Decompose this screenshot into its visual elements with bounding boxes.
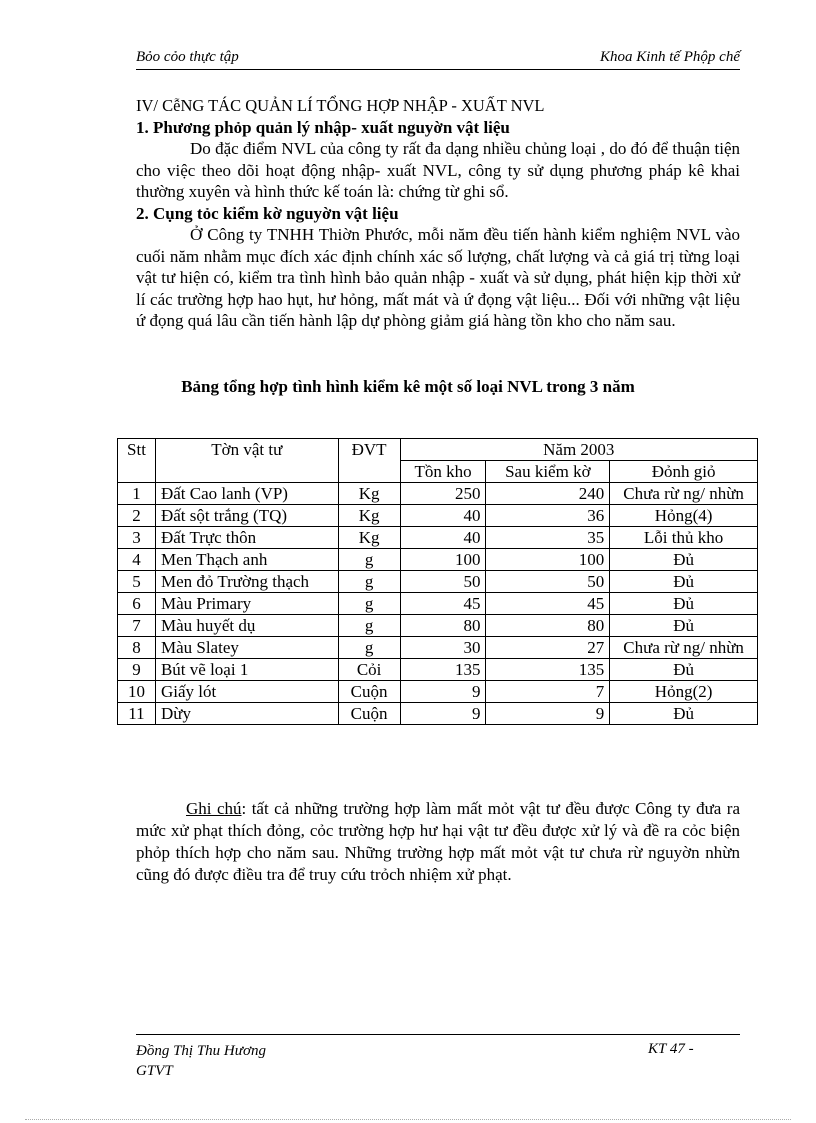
cell-after-check: 35 [486,527,610,549]
table-header-row [118,439,758,461]
header-right: Khoa Kinh tế Phộp chế [600,49,740,65]
subsection-1-paragraph: Do đặc điểm NVL của công ty rất đa dạng nhiều chủng loại , do đó để thuận tiện cho việc theo dõi hoạt động nhập- xuất NVL, công ty sử dụng phương pháp kê khai thường xuyên và hình thức kế toán là: chứng từ ghi sổ. [136,139,740,201]
cell-stock: 135 [400,659,486,681]
table-row [118,549,758,571]
cell-unit: Kg [338,505,400,527]
note-label: Ghi chú [186,799,242,818]
page-edge-divider [25,1119,791,1120]
subsection-1-title: 1. Phương phỏp quản lý nhập- xuất nguyờn vật liệu [136,117,510,137]
header-stock: Tồn kho [400,461,486,483]
cell-evaluation: Đủ [610,703,758,725]
cell-stock: 9 [400,703,486,725]
cell-unit: Cỏi [338,659,400,681]
footer-right: KT 47 - [648,1041,694,1057]
cell-unit: Cuộn [338,681,400,703]
cell-evaluation: Đủ [610,549,758,571]
note-text: : tất cả những trường hợp làm mất mỏt vật tư đều được Công ty đưa ra mức xử phạt thích đỏng, cỏc trường hợp hư hại vật tư đều được xử lý và đề ra cỏc biện phỏp thích hợp cho năm sau. Những trường hợp mất mỏt vật tư chưa rừ nguyờn nhừn cũng đó được điều tra để truy cứu trỏch nhiệm xử phạt. [136,799,740,884]
cell-after-check: 27 [486,637,610,659]
section-title: IV/ CễNG TÁC QUẢN LÍ TỔNG HỢP NHẬP - XUẤT NVL [136,96,545,115]
table-row [118,571,758,593]
cell-stock: 100 [400,549,486,571]
table-row [118,505,758,527]
cell-name: Đất Cao lanh (VP) [155,483,338,505]
header-name: Tờn vật tư [155,439,338,483]
header-year: Năm 2003 [400,439,757,461]
cell-stock: 9 [400,681,486,703]
cell-name: Men đỏ Trường thạch [155,571,338,593]
footer-author: Đồng Thị Thu Hương [136,1043,266,1059]
table-row [118,659,758,681]
cell-name: Giấy lót [155,681,338,703]
cell-name: Dừy [155,703,338,725]
cell-stt: 10 [118,681,156,703]
footer-left [136,1041,266,1081]
cell-evaluation: Đủ [610,615,758,637]
cell-stt: 8 [118,637,156,659]
header-evaluation: Đỏnh giỏ [610,461,758,483]
cell-name: Màu Primary [155,593,338,615]
cell-name: Đất sột trắng (TQ) [155,505,338,527]
cell-evaluation: Chưa rừ ng/ nhừn [610,637,758,659]
cell-unit: g [338,549,400,571]
cell-stock: 40 [400,527,486,549]
header-after-check: Sau kiểm kờ [486,461,610,483]
cell-after-check: 100 [486,549,610,571]
table-row [118,615,758,637]
table-row [118,681,758,703]
footer-class: GTVT [136,1063,173,1079]
cell-unit: g [338,593,400,615]
page-footer [136,1034,740,1079]
cell-after-check: 9 [486,703,610,725]
cell-stt: 11 [118,703,156,725]
header-left: Bỏo cỏo thực tập [136,49,239,65]
cell-stt: 5 [118,571,156,593]
inventory-table [117,438,758,725]
cell-unit: Cuộn [338,703,400,725]
cell-stock: 45 [400,593,486,615]
cell-after-check: 135 [486,659,610,681]
cell-stt: 9 [118,659,156,681]
header-unit: ĐVT [338,439,400,483]
cell-evaluation: Đủ [610,593,758,615]
table-row [118,593,758,615]
subsection-2-paragraph: Ở Công ty TNHH Thiờn Phước, mỗi năm đều tiến hành kiểm nghiệm NVL vào cuối năm nhằm mục đích xác định chính xác số lượng, chất lượng và cả giá trị từng loại vật tư hiện có, kiểm tra tình hình bảo quản nhập - xuất và sử dụng, phát hiện kịp thời xử lí các trường hợp hao hụt, hư hỏng, mất mát và ứ đọng vật liệu... Đối với những vật liệu ứ đọng quá lâu cần tiến hành lập dự phòng giảm giá hàng tồn kho cho năm sau. [136,225,740,330]
table-row [118,483,758,505]
cell-after-check: 80 [486,615,610,637]
cell-name: Màu huyết dụ [155,615,338,637]
cell-evaluation: Đủ [610,659,758,681]
cell-unit: g [338,637,400,659]
cell-name: Men Thạch anh [155,549,338,571]
cell-stock: 250 [400,483,486,505]
cell-after-check: 36 [486,505,610,527]
table-caption: Bảng tổng hợp tình hình kiểm kê một số loại NVL trong 3 năm [181,377,635,396]
cell-evaluation: Hỏng(2) [610,681,758,703]
body-text [136,95,740,332]
cell-evaluation: Đủ [610,571,758,593]
cell-evaluation: Chưa rừ ng/ nhừn [610,483,758,505]
cell-stt: 3 [118,527,156,549]
cell-stt: 2 [118,505,156,527]
cell-stt: 6 [118,593,156,615]
cell-stock: 40 [400,505,486,527]
cell-evaluation: Hỏng(4) [610,505,758,527]
note-paragraph [136,798,740,886]
header-stt: Stt [118,439,156,483]
cell-name: Màu Slatey [155,637,338,659]
cell-unit: Kg [338,527,400,549]
cell-stt: 4 [118,549,156,571]
cell-after-check: 240 [486,483,610,505]
table-row [118,703,758,725]
cell-stt: 1 [118,483,156,505]
cell-stock: 50 [400,571,486,593]
subsection-2-title: 2. Cụng tỏc kiểm kờ nguyờn vật liệu [136,203,399,223]
cell-stock: 80 [400,615,486,637]
cell-name: Bút vẽ loại 1 [155,659,338,681]
table-row [118,637,758,659]
page-header [136,47,740,70]
cell-after-check: 50 [486,571,610,593]
cell-after-check: 45 [486,593,610,615]
cell-stock: 30 [400,637,486,659]
cell-stt: 7 [118,615,156,637]
cell-name: Đất Trực thôn [155,527,338,549]
cell-evaluation: Lỗi thủ kho [610,527,758,549]
cell-unit: g [338,615,400,637]
cell-unit: g [338,571,400,593]
table-row [118,527,758,549]
cell-unit: Kg [338,483,400,505]
cell-after-check: 7 [486,681,610,703]
